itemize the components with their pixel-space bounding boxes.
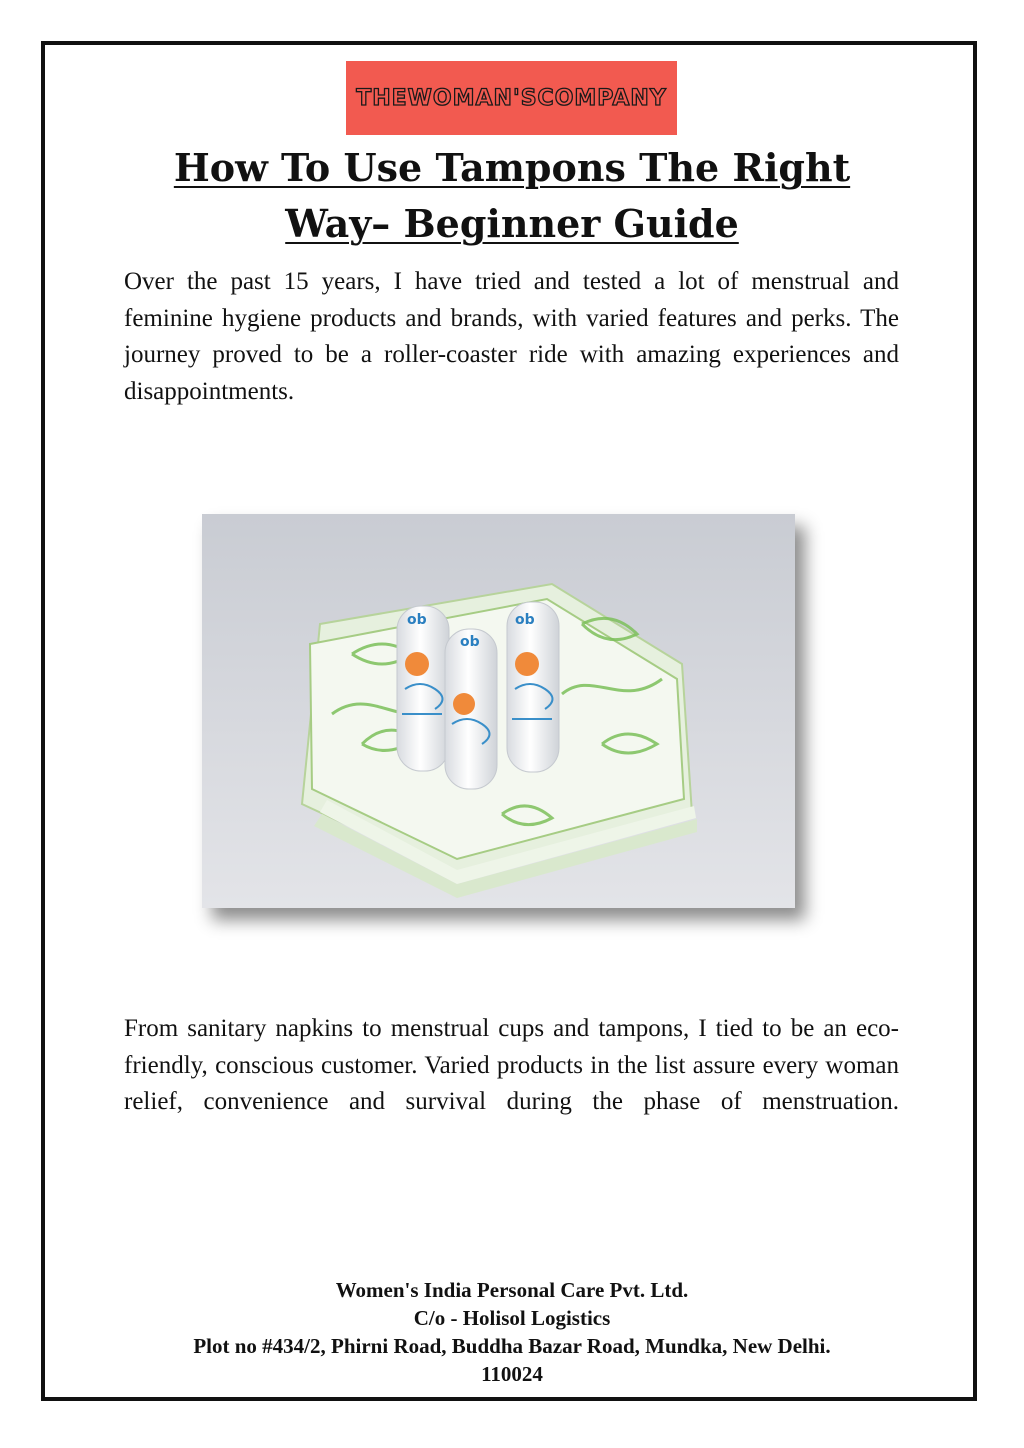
svg-text:ob: ob — [515, 612, 535, 628]
tampons-and-sanitary-pads-photo — [202, 514, 795, 908]
care-of-line: C/o - Holisol Logistics — [413, 1306, 611, 1330]
second-paragraph: From sanitary napkins to menstrual cups and tampons, I tied to be an eco-friendly, conscious customer. Varied products in the list assure every woman relief, convenience and survival during the phase of menstruation. — [124, 1015, 899, 1115]
brand-logo — [346, 61, 677, 135]
product-photo-illustration — [202, 514, 795, 908]
brand-logo-text: THEWOMAN'SCOMPANY — [356, 85, 667, 111]
title-line-1: How To Use Tampons The Right — [173, 145, 851, 190]
svg-text:ob: ob — [460, 634, 480, 650]
intro-paragraph: Over the past 15 years, I have tried and tested a lot of menstrual and feminine hygiene products and brands, with varied features and perks. The journey proved to be a roller-coaster ride with amazing experiences and disappointments. — [124, 268, 899, 405]
page-title — [120, 140, 904, 252]
company-address-footer — [110, 1276, 914, 1388]
svg-text:ob: ob — [407, 612, 427, 628]
street-address: Plot no #434/2, Phirni Road, Buddha Bazar Road, Mundka, New Delhi. — [193, 1334, 831, 1358]
pin-code: 110024 — [481, 1362, 543, 1386]
title-line-2: Way– Beginner Guide — [285, 201, 739, 246]
company-name: Women's India Personal Care Pvt. Ltd. — [335, 1278, 689, 1302]
